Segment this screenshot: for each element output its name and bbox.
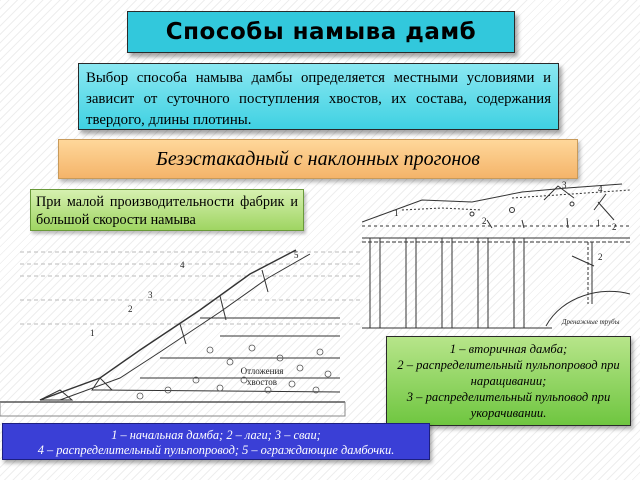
title-box — [127, 11, 515, 53]
legend-bottom-line: 4 – распределительный пульпопровод; 5 – ограждающие дамбочки. — [37, 443, 395, 457]
subtitle-box — [58, 139, 578, 179]
legend-right-item: 3 – распределительный пульповод при укорачивании. — [406, 390, 611, 420]
diagram-right-number: 1 — [394, 208, 399, 218]
tailings-label-line2: хвостов — [247, 377, 277, 387]
diagram-left-number: 4 — [180, 260, 185, 270]
tailings-label-line1: Отложения — [240, 366, 284, 376]
diagram-left-number: 3 — [148, 290, 153, 300]
diagram-left-number: 5 — [294, 250, 299, 260]
diagram-right-number: 1 — [596, 218, 601, 228]
condition-text: При малой производительности фабрик и большой скорости намыва — [30, 189, 304, 231]
diagram-right-number: 2 — [482, 216, 487, 226]
diagram-left-number: 1 — [90, 328, 95, 338]
diagram-left — [0, 240, 390, 420]
intro-text: Выбор способа намыва дамбы определяется местными условиями и зависит от суточного поступления хвостов, их состава, содержания твердого, длины плотины. — [78, 63, 559, 130]
diagram-right-plan — [362, 236, 632, 336]
subtitle: Безэстакадный с наклонных прогонов — [156, 147, 480, 170]
diagram-right-number: 4 — [598, 184, 603, 194]
diagram-right-top — [362, 180, 632, 236]
legend-right — [386, 336, 631, 426]
legend-right-item: 2 – распределительный пульпопровод при наращивании; — [397, 358, 620, 388]
page-title: Способы намыва дамб — [165, 19, 477, 45]
legend-bottom — [2, 423, 430, 460]
legend-right-item: 1 – вторичная дамба; — [449, 342, 568, 356]
diagram-right-caption: Дренажные трубы — [562, 318, 620, 326]
diagram-left-number: 2 — [128, 304, 133, 314]
legend-bottom-line: 1 – начальная дамба; 2 – лаги; 3 – сваи; — [111, 428, 321, 442]
diagram-right-side-number: 2 — [598, 252, 603, 262]
diagram-right-number: 3 — [562, 180, 567, 190]
diagram-right-number: 2 — [612, 222, 617, 232]
